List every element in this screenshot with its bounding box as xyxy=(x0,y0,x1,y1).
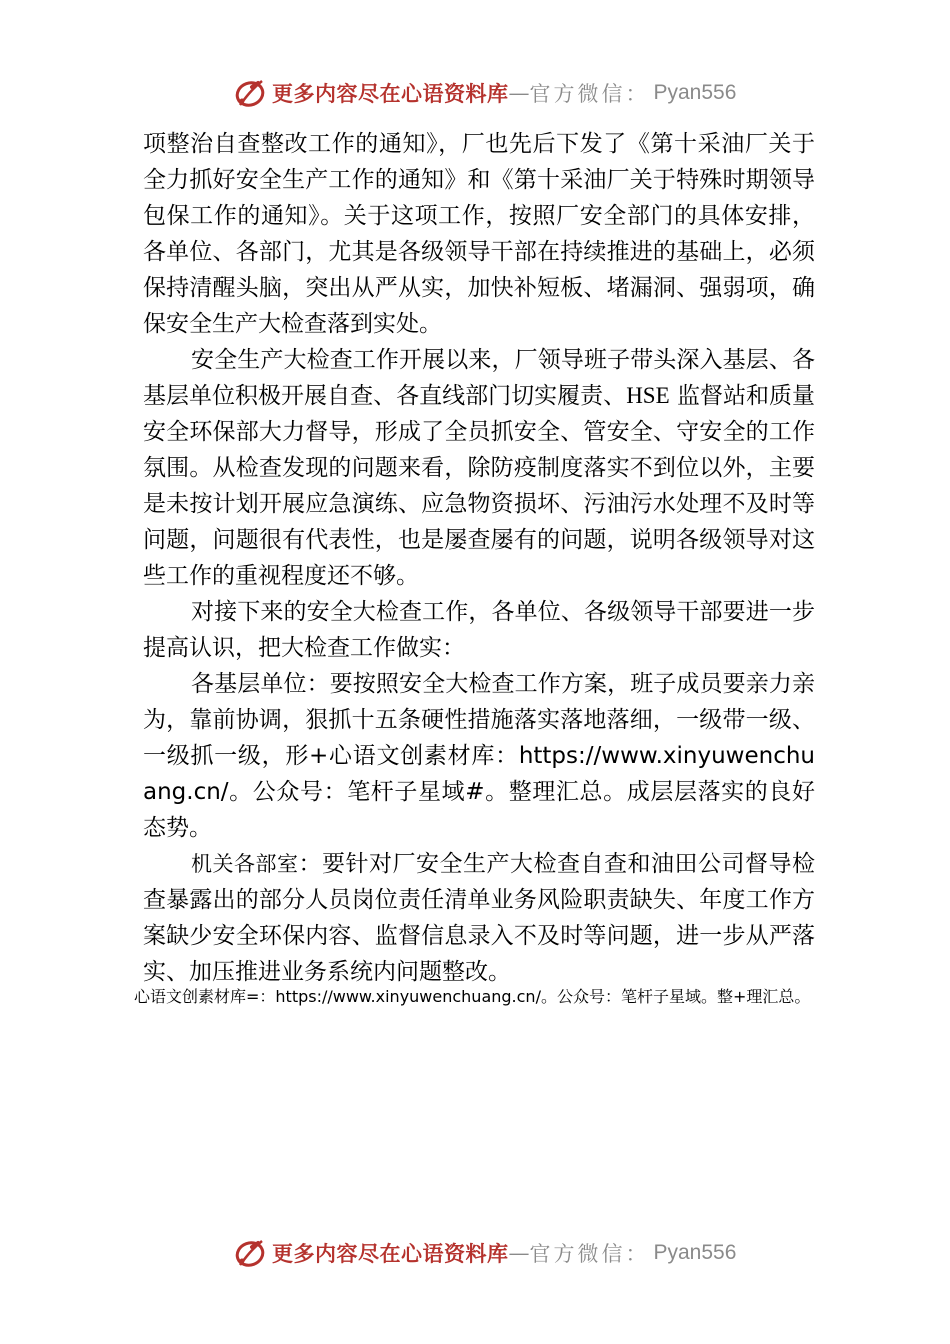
watermark-dash: — xyxy=(508,1241,530,1265)
watermark-wechat-id: Pyan556 xyxy=(653,81,737,104)
footer-watermark xyxy=(232,1233,736,1273)
paragraph-5 xyxy=(143,846,815,990)
paragraph-2 xyxy=(143,342,815,594)
paragraph-5-lead: 机关各部室 xyxy=(191,852,299,876)
paragraph-4: 各基层单位：要按照安全大检查工作方案，班子成员要亲力亲为，靠前协调，狠抓十五条硬性措施落实落地落细，一级带一级、一级抓一级，形+心语文创素材库：https://www.xinyuwenchuang.cn/。公众号：笔杆子星域#。整理汇总。成层层落实的良好态势。 xyxy=(143,671,815,841)
paragraph-2-before: 安全生产大检查工作开展以来，厂领导班子带头深入基层、各基层单位积极开展自查、各直线部门切实履责、 xyxy=(143,347,815,409)
hse-term: HSE xyxy=(626,383,670,408)
footnote: 心语文创素材库=：https://www.xinyuwenchuang.cn/。公众号：笔杆子星域。整+理汇总。 xyxy=(134,987,811,1006)
brush-logo-icon xyxy=(232,1235,268,1271)
watermark-wechat-id: Pyan556 xyxy=(653,1241,737,1264)
watermark-title: 更多内容尽在心语资料库 xyxy=(272,81,509,106)
watermark-dash: — xyxy=(508,81,530,105)
document-body xyxy=(143,126,815,990)
paragraph-3: 对接下来的安全大检查工作，各单位、各级领导干部要进一步提高认识，把大检查工作做实： xyxy=(143,599,815,661)
watermark-wechat-label: 官方微信： xyxy=(529,1242,650,1266)
paragraph-2-after: 监督站和质量安全环保部大力督导，形成了全员抓安全、管安全、守安全的工作氛围。从检查发现的问题来看，除防疫制度落实不到位以外，主要是未按计划开展应急演练、应急物资损坏、污油污水处理不及时等问题，问题很有代表性，也是屡查屡有的问题，说明各级领导对这些工作的重视程度还不够。 xyxy=(143,383,816,589)
paragraph-5-rest: ：要针对厂安全生产大检查自查和油田公司督导检查暴露出的部分人员岗位责任清单业务风险职责缺失、年度工作方案缺少安全环保内容、监督信息录入不及时等问题，进一步从严落实、加压推进业务系统内问题整改。 xyxy=(143,851,815,985)
brush-logo-icon xyxy=(232,75,268,111)
paragraph-1: 项整治自查整改工作的通知》，厂也先后下发了《第十采油厂关于全力抓好安全生产工作的通知》和《第十采油厂关于特殊时期领导包保工作的通知》。关于这项工作，按照厂安全部门的具体安排，各单位、各部门，尤其是各级领导干部在持续推进的基础上，必须保持清醒头脑，突出从严从实，加快补短板、堵漏洞、强弱项，确保安全生产大检查落到实处。 xyxy=(143,131,815,337)
watermark-title: 更多内容尽在心语资料库 xyxy=(272,1241,509,1266)
header-watermark xyxy=(232,73,736,113)
watermark-wechat-label: 官方微信： xyxy=(529,82,650,106)
